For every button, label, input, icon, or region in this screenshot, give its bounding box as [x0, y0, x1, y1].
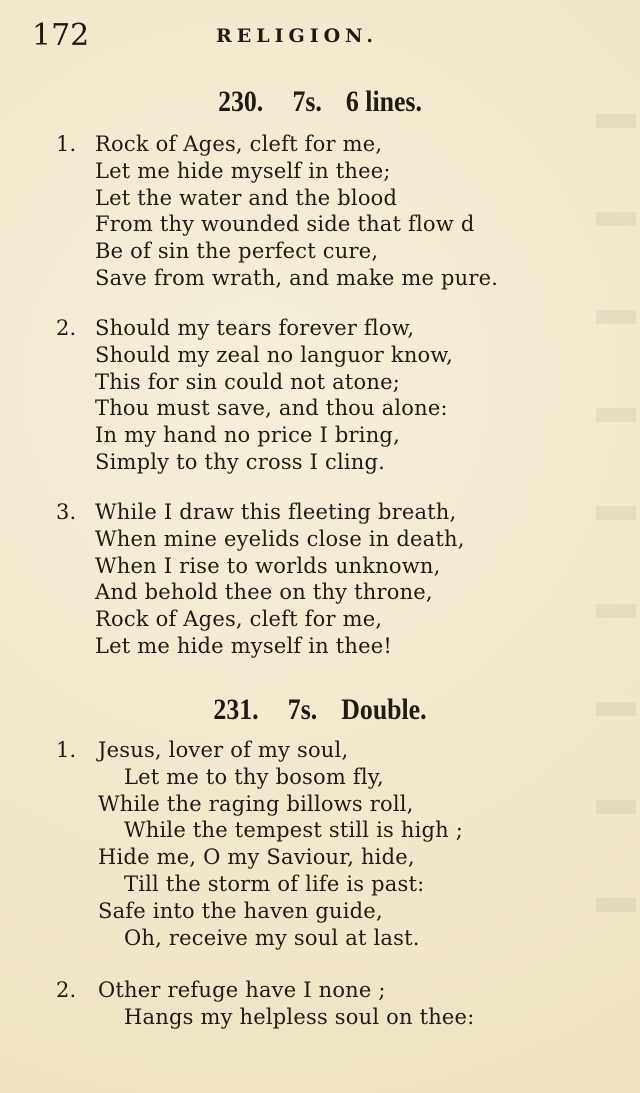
verse-text: Be of sin the perfect cure, — [95, 239, 379, 264]
verse-number: 2. — [56, 316, 77, 340]
verse-line — [56, 395, 616, 422]
verse-number: 1. — [56, 132, 77, 156]
verse-text: Oh, receive my soul at last. — [124, 925, 420, 950]
verse-text: This for sin could not atone; — [95, 369, 400, 394]
verse-line — [56, 764, 616, 791]
verse-line — [56, 422, 616, 449]
verse-text: Rock of Ages, cleft for me, — [95, 132, 383, 156]
verse-line — [56, 526, 616, 553]
verse-line — [56, 606, 616, 633]
verse-line — [56, 553, 616, 580]
verse-text: Let the water and the blood — [95, 185, 398, 210]
verse-text: Rock of Ages, cleft for me, — [95, 607, 383, 632]
verse-text: Till the storm of life is past: — [124, 871, 425, 896]
verse-line — [56, 844, 616, 871]
hymn-230-verse-3 — [56, 499, 616, 660]
verse-line — [56, 898, 616, 925]
hymn-meter: 7s. — [287, 693, 318, 726]
verse-line — [56, 369, 616, 396]
hymn-230-verse-2 — [56, 315, 616, 476]
verse-text: While the tempest still is high ; — [124, 818, 464, 843]
page-number: 172 — [32, 18, 90, 53]
verse-text: Let me hide myself in thee; — [95, 158, 391, 183]
page-header — [32, 18, 600, 54]
verse-number: 3. — [56, 500, 77, 524]
verse-line — [56, 579, 616, 606]
hymn-231-verse-1 — [56, 737, 616, 951]
verse-text: Safe into the haven guide, — [98, 898, 383, 923]
verse-line — [56, 817, 616, 844]
hymn-230-title — [45, 84, 595, 120]
verse-text: Hangs my helpless soul on thee: — [124, 1004, 475, 1029]
verse-line — [56, 265, 616, 292]
verse-text: Simply to thy cross I cling. — [95, 449, 386, 474]
verse-line — [56, 238, 616, 265]
hymn-231-verse-2 — [56, 977, 616, 1031]
verse-text: When mine eyelids close in death, — [95, 526, 465, 551]
verse-line — [56, 499, 616, 526]
verse-line — [56, 633, 616, 660]
verse-line — [56, 1004, 616, 1031]
verse-line — [56, 449, 616, 476]
hymn-form: 6 lines. — [345, 85, 422, 118]
verse-line — [56, 185, 616, 212]
verse-text: In my hand no price I bring, — [95, 423, 400, 448]
verse-line — [56, 131, 616, 158]
hymn-231-title — [45, 692, 595, 728]
verse-text: Let me to thy bosom fly, — [124, 764, 384, 789]
verse-number: 2. — [56, 978, 77, 1002]
hymn-meter: 7s. — [292, 85, 322, 118]
verse-text: Thou must save, and thou alone: — [95, 396, 448, 421]
verse-text: From thy wounded side that flow d — [95, 212, 475, 237]
verse-text: When I rise to worlds unknown, — [95, 553, 441, 578]
verse-text: Should my zeal no languor know, — [95, 342, 453, 367]
verse-text: Save from wrath, and make me pure. — [95, 265, 499, 290]
running-head: RELIGION. — [216, 25, 378, 47]
verse-number: 1. — [56, 738, 77, 762]
verse-line — [56, 925, 616, 952]
verse-text: While I draw this fleeting breath, — [95, 500, 457, 524]
hymn-230-verse-1 — [56, 131, 616, 292]
hymn-number: 230. — [218, 85, 264, 118]
verse-line — [56, 977, 616, 1004]
verse-line — [56, 737, 616, 764]
verse-text: Should my tears forever flow, — [95, 316, 415, 340]
verse-text: Let me hide myself in thee! — [95, 633, 393, 658]
verse-line — [56, 342, 616, 369]
verse-text: And behold thee on thy throne, — [95, 580, 433, 605]
verse-line — [56, 211, 616, 238]
verse-line — [56, 315, 616, 342]
verse-text: Jesus, lover of my soul, — [98, 738, 349, 762]
verse-text: Hide me, O my Saviour, hide, — [98, 845, 415, 870]
hymn-number: 231. — [213, 693, 259, 726]
verse-text: Other refuge have I none ; — [98, 978, 386, 1002]
verse-line — [56, 158, 616, 185]
verse-line — [56, 871, 616, 898]
verse-text: While the raging billows roll, — [98, 791, 414, 816]
verse-line — [56, 791, 616, 818]
hymn-form: Double. — [341, 693, 427, 726]
